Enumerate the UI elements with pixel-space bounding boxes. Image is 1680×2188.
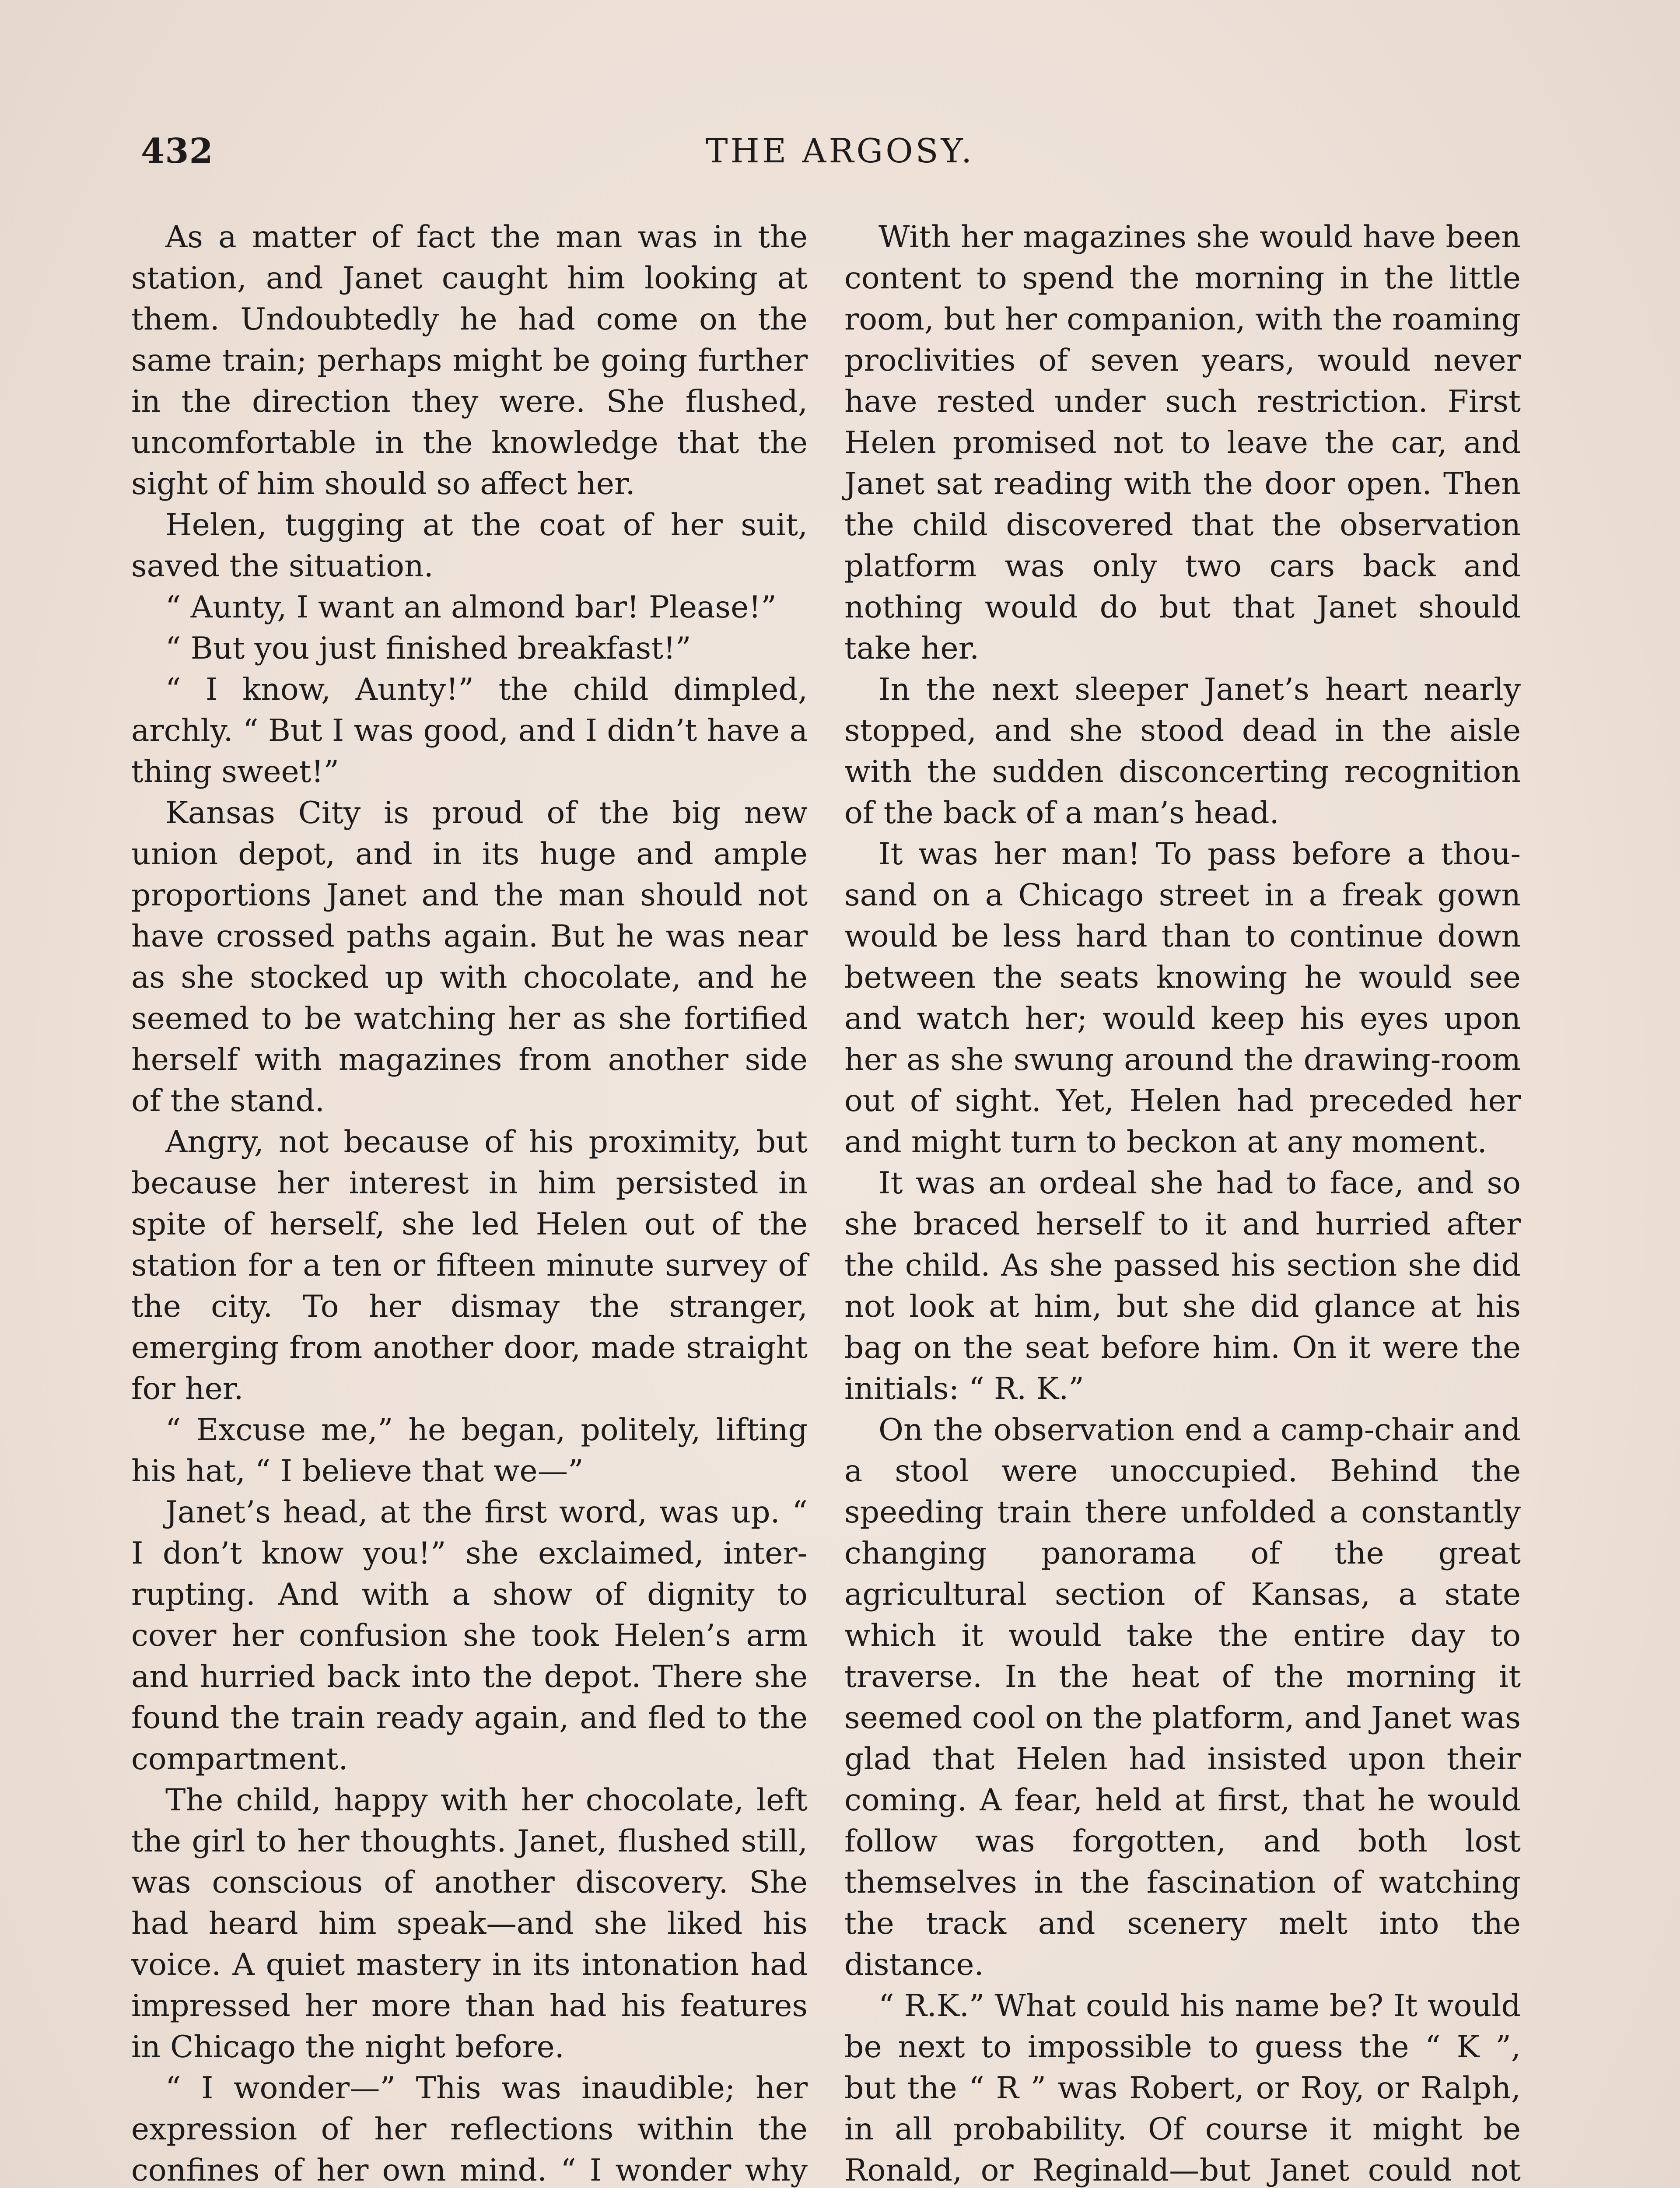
page-number: 432 [141,131,214,171]
paragraph: The child, happy with her chocolate, left the girl to her thoughts. Janet, flushed still, was conscious of another discovery. She had heard him speak—and she liked his voice. A quiet mastery in its intonation had impressed her more than had his features in Chicago the night before. [131,1782,808,2065]
paragraph: Helen, tugging at the coat of her suit, saved the situation. [131,507,808,584]
paragraph: In the next sleeper Janet’s heart nearly stopped, and she stood dead in the aisle with the sudden disconcerting recognition of the back of a man’s head. [844,672,1521,831]
left-column [131,217,808,2188]
paragraph: Angry, not because of his proximity, but because her interest in him persisted in spite of herself, she led Helen out of the station for a ten or fifteen minute survey of the city. To her dismay the stranger, emerging from another door, made straight for her. [131,1124,808,1406]
paragraph: “ But you just finished breakfast!” [165,631,691,666]
paragraph: Janet’s head, at the first word, was up. “ I don’t know you!” she exclaimed, interrupting. And with a show of dignity to cover her confusion she took Helen’s arm and hurried back into the depot. There she found the train ready again, and fled to the compartment. [131,1494,808,1777]
paragraph: With her magazines she would have been content to spend the morning in the little room, but her companion, with the roaming proclivities of seven years, would never have rested under such restriction. First Helen promised not to leave the car, and Janet sat reading with the door open. Then the child discovered that the observation platform was only two cars back and nothing would do but that Janet should take her. [844,219,1521,666]
paragraph: “ Aunty, I want an almond bar! Please!” [165,589,777,625]
paragraph: It was her man! To pass before a thousand on a Chicago street in a freak gown would be less hard than to continue down between the seats knowing he would see and watch her; would keep his eyes upon her as she swung around the drawing-room out of sight. Yet, Helen had preceded her and might turn to beckon at any moment. [844,836,1521,1160]
paragraph: “ Excuse me,” he began, politely, lifting his hat, “ I believe that we—” [131,1412,808,1489]
paragraph: “ I know, Aunty!” the child dimpled, archly. “ But I was good, and I didn’t have a thing sweet!” [131,672,808,789]
paragraph: Kansas City is proud of the big new union depot, and in its huge and ample proportions Janet and the man should not have crossed paths again. But he was near as she stocked up with chocolate, and he seemed to be watching her as she fortified herself with magazines from another side of the stand. [131,795,808,1119]
paragraph: On the observation end a camp-chair and a stool were unoccupied. Behind the speeding train there unfolded a constantly changing panorama of the great agricultural section of Kansas, a state which it would take the entire day to traverse. In the heat of the morning it seemed cool on the platform, and Janet was glad that Helen had insisted upon their coming. A fear, held at first, that he would follow was forgotten, and both lost themselves in the fascination of watching the track and scenery melt into the distance. [844,1412,1521,1982]
paragraph: As a matter of fact the man was in the station, and Janet caught him looking at them. Undoubtedly he had come on the same train; perhaps might be going further in the direction they were. She flushed, uncomfortable in the knowledge that the sight of him should so affect her. [131,219,808,501]
right-column [844,217,1521,2188]
running-head: THE ARGOSY. [705,131,975,170]
paragraph: “ I wonder—” This was inaudible; her expression of her reflections within the confines of her own mind. “ I wonder why [131,2070,808,2188]
paragraph: “ R.K.” What could his name be? It would be next to impossible to guess the “ K ”, but the “ R ” was Robert, or Roy, or Ralph, in all probability. Of course it might be Ronald, or Reginald—but Janet could not [844,1988,1521,2188]
paragraph: It was an ordeal she had to face, and so she braced herself to it and hurried after the child. As she passed his section she did not look at him, but she did glance at his bag on the seat before him. On it were the initials: “ R. K.” [844,1165,1521,1406]
page-header [141,131,1539,179]
